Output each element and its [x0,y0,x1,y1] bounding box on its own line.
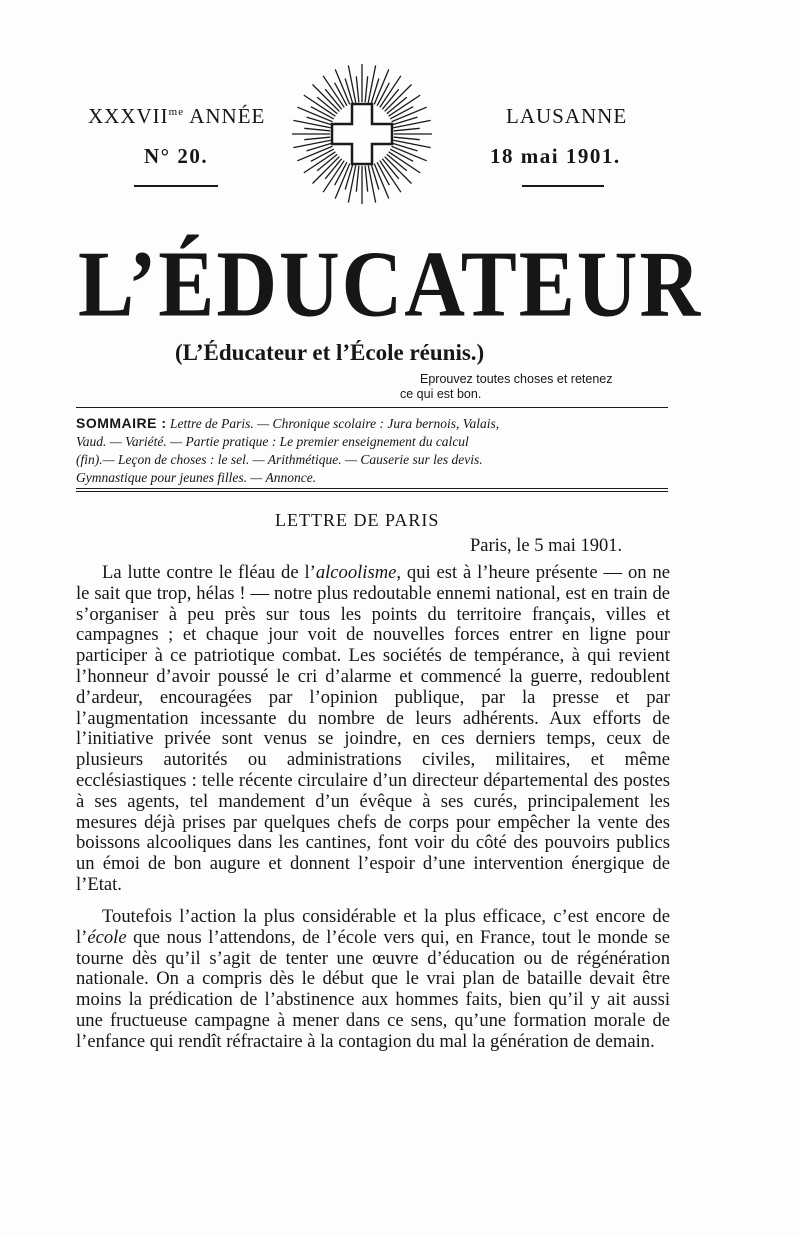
volume-year: $XXXVII^{me}$ ANNÉE [88,104,266,128]
article-paragraph-1: La lutte contre le fléau de l’alcoolisme, qui est à l’heure présente — on ne le sait que trop, hélas ! — notre plus redoutable ennemi national, est en train de s’organiser à peu près sur tous les points du territoire français, villes et campagnes ; et chaque jour voit de nouvelles forces entrer en ligne pour participer à ce patriotique combat. Les sociétés de tempérance, à qui revient l’honneur d’avoir poussé le cri d’alarme et commencé la guerre, redoublent d’ardeur, encouragées par l’opinion publique, par la presse et par l’augmentation incessante du nombre de leurs adhérents. Aux efforts de l’initiative privée sont venus se joindre, en ces derniers temps, ceux de plusieurs autorités ou administrations civiles, militaires, et même ecclésiastiques : telle récente circulaire d’un directeur départemental des postes à ses agents, tel mandement d’un évêque à ses curés, principalement les mesures déjà prises par quelques chefs de corps pour empêcher la vente des boissons alcooliques dans les cantines, font voir du côté des pouvoirs publics un émoi de bon augure et donnent l’espoir d’une intervention énergique de l’Etat. [76,562,670,895]
sunburst-ray [391,140,430,148]
sunburst-ray [304,137,332,140]
issue-date: 18 mai 1901. [490,144,621,168]
sunburst-ray [304,128,332,131]
swiss-cross-sunburst-icon [290,62,434,206]
sunburst-ray [348,65,356,104]
sunburst-ray [392,128,420,131]
sunburst-ray [365,164,368,192]
header-left-rule [134,185,218,187]
sommaire-label: SOMMAIRE : [76,415,167,431]
sommaire-bottom-rule-2 [76,491,668,492]
issue-number: N° 20. [144,144,209,168]
sunburst-ray [391,120,430,128]
sunburst-ray [313,155,341,183]
sunburst-ray [392,137,420,140]
masthead-title: L’ÉDUCATEUR [78,232,703,337]
sunburst-ray [383,155,411,183]
sunburst-ray [313,85,341,113]
sunburst-ray [348,163,356,202]
sunburst-ray [368,65,376,104]
masthead-subtitle: (L’Éducateur et l’École réunis.) [175,340,485,365]
city: LAUSANNE [506,104,628,128]
article-title: LETTRE DE PARIS [275,510,440,530]
sunburst-ray [293,120,332,128]
sunburst-ray [368,163,376,202]
sunburst-ray [293,140,332,148]
article-dateline: Paris, le 5 mai 1901. [470,536,623,556]
sunburst-ray [365,76,368,104]
sommaire-top-rule [76,407,668,408]
sunburst-ray [356,164,359,192]
sommaire-bottom-rule-1 [76,488,668,489]
sommaire: SOMMAIRE : Lettre de Paris. — Chronique scolaire : Jura bernois, Valais, Vaud. — Variété. — Partie pratique : Le premier enseignement du calcul (fin).— Leçon de choses : le sel. — Arithmétique. — Causerie sur les devis. Gymnastique pour jeunes filles. — Annonce. [76,415,500,485]
header-right-rule [522,185,604,187]
sunburst-ray [356,76,359,104]
article-paragraph-2: Toutefois l’action la plus considérable et la plus efficace, c’est encore de l’école que nous l’attendons, de l’école vers qui, en France, tout le monde se tourne dès qu’il s’agit de tenter une œuvre d’éducation ou de régénération nationale. On a compris dès le début que le vrai plan de bataille devait être moins la prédication de l’abstinence aux hommes faits, bien qu’il y ait aussi une fructueuse campagne à mener dans ce sens, qu’une formation morale de l’enfance qui rendît réfractaire à la contagion du mal la génération de demain. [76,906,670,1052]
masthead-motto: Eprouvez toutes choses et retenez ce qui est bon. [400,372,613,401]
sunburst-ray [383,85,411,113]
